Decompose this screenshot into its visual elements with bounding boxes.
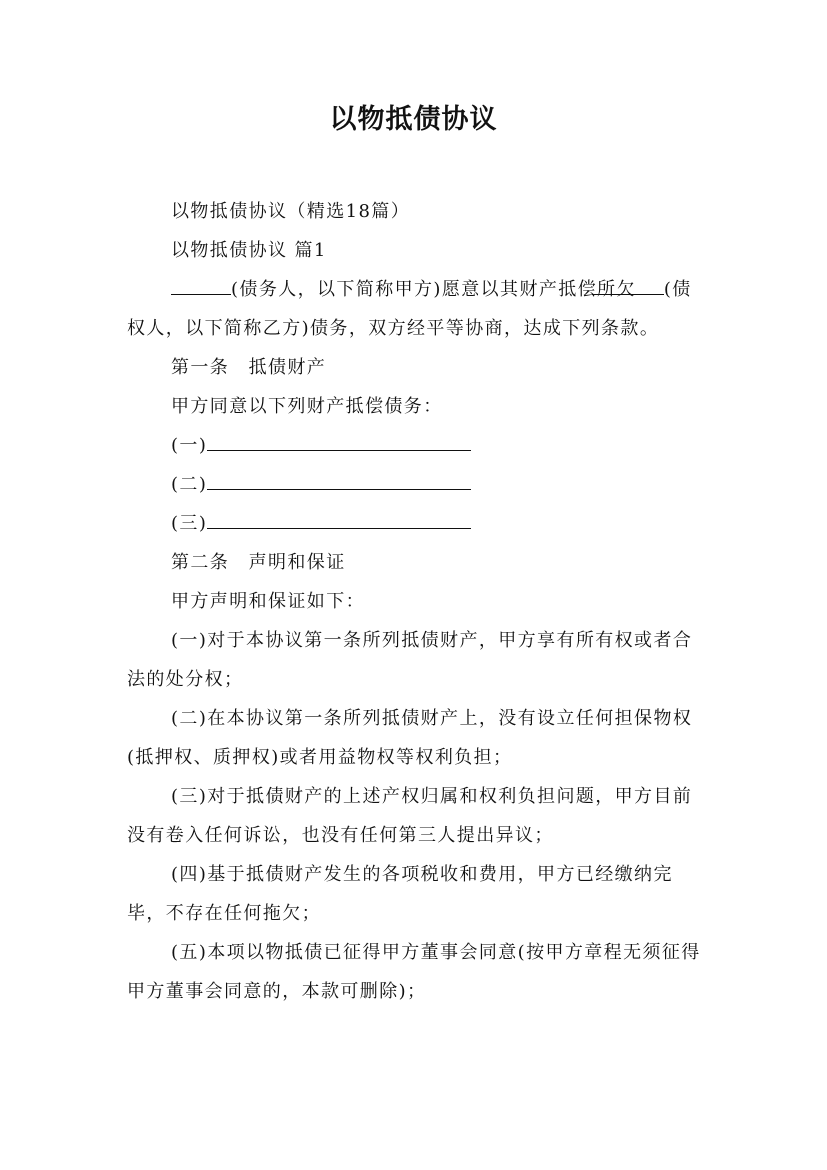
intro-party-a-text: (债务人，以下简称甲方)愿意以其财产抵偿所欠 xyxy=(231,279,636,300)
article2-item-4: (四)基于抵债财产发生的各项税收和费用，甲方已经缴纳完毕，不存在任何拖欠； xyxy=(127,864,673,924)
article2-item-2: (二)在本协议第一条所列抵债财产上，没有设立任何担保物权(抵押权、质押权)或者用益物权等权利负担； xyxy=(127,708,693,768)
debtor-blank xyxy=(171,272,231,295)
article1-title: 第一条 抵债财产 xyxy=(171,357,327,378)
article2-title: 第二条 声明和保证 xyxy=(171,552,346,573)
property-blank xyxy=(207,467,471,490)
property-blank xyxy=(207,506,471,529)
article1-item-label: (二) xyxy=(171,474,208,495)
subtitle: 以物抵债协议（精选18篇） xyxy=(171,201,411,222)
article2-item-5: (五)本项以物抵债已征得甲方董事会同意(按甲方章程无须征得甲方董事会同意的，本款可删除)； xyxy=(127,942,701,1002)
article2-item-1: (一)对于本协议第一条所列抵债财产，甲方享有所有权或者合法的处分权； xyxy=(127,630,693,690)
article1-item-label: (三) xyxy=(171,513,208,534)
intro-party-b-text: (债权人，以下简称乙方)债务，双方经平等协商，达成下列条款。 xyxy=(127,279,692,339)
creditor-blank xyxy=(592,272,664,295)
article1-item-label: (一) xyxy=(171,435,208,456)
article1-item-1 xyxy=(127,426,707,465)
intro-paragraph xyxy=(127,270,707,348)
article2-item-3: (三)对于抵债财产的上述产权归属和权利负担问题，甲方目前没有卷入任何诉讼，也没有任何第三人提出异议； xyxy=(127,786,693,846)
article1-intro: 甲方同意以下列财产抵偿债务： xyxy=(171,396,443,417)
article2-intro: 甲方声明和保证如下： xyxy=(171,591,365,612)
article1-item-2 xyxy=(127,465,707,504)
section-heading: 以物抵债协议 篇1 xyxy=(171,240,327,261)
document-body xyxy=(127,192,707,1011)
article1-item-3 xyxy=(127,504,707,543)
property-blank xyxy=(207,428,471,451)
document-title: 以物抵债协议 xyxy=(329,104,498,135)
